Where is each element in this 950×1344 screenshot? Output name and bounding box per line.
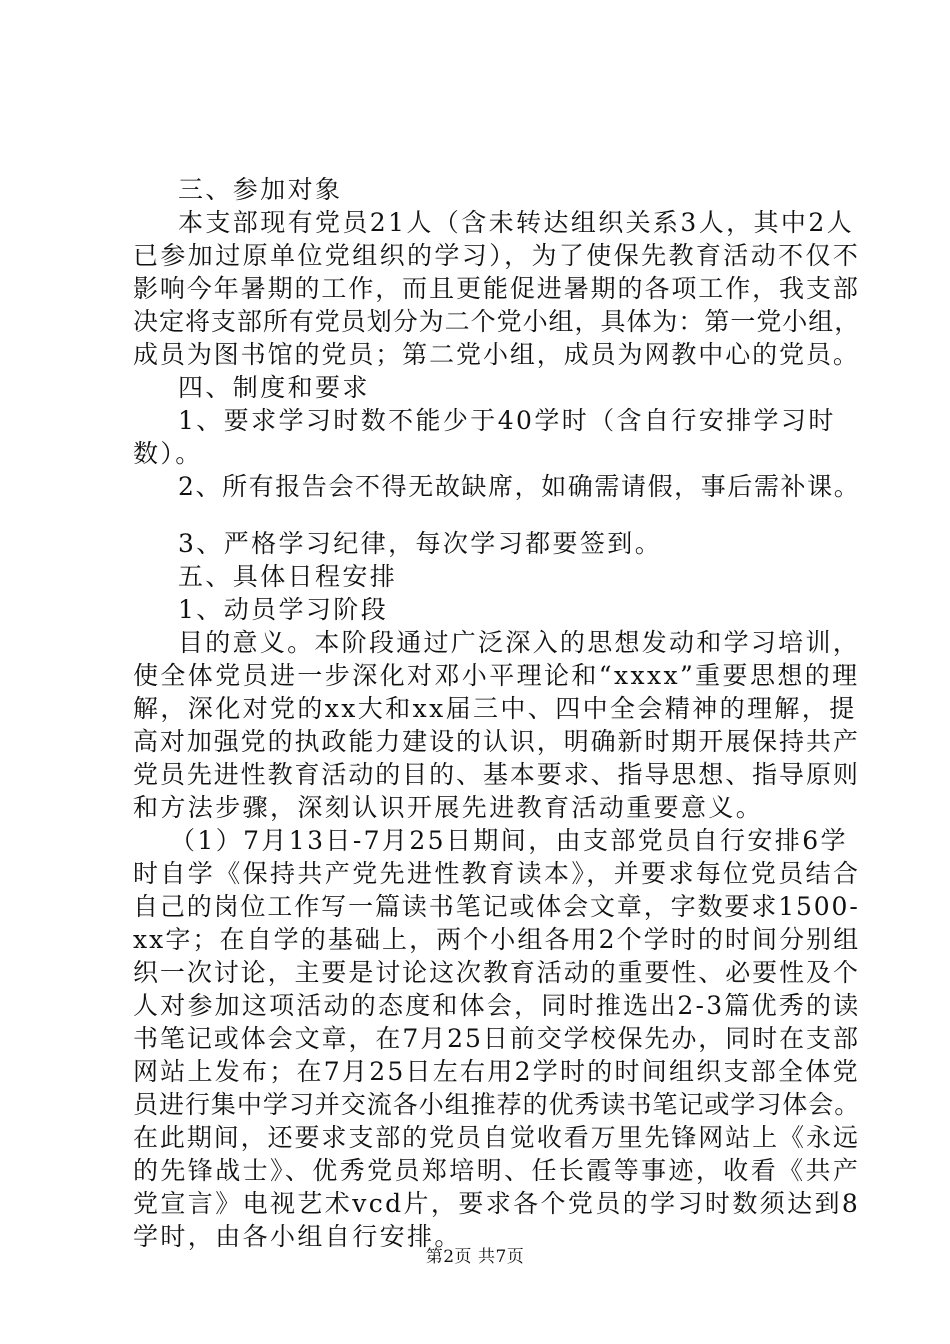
paragraph-line: 网站上发布；在7月25日左右用2学时的时间组织支部全体党 xyxy=(133,1057,860,1086)
paragraph-line: xx字；在自学的基础上，两个小组各用2个学时的时间分别组 xyxy=(133,925,861,954)
paragraph-line: 2、所有报告会不得无故缺席，如确需请假，事后需补课。 xyxy=(178,472,861,501)
page-number-footer: 第2页 共7页 xyxy=(425,1247,525,1267)
paragraph-line: 使全体党员进一步深化对邓小平理论和“xxxx”重要思想的理 xyxy=(133,661,860,690)
paragraph-line: 决定将支部所有党员划分为二个党小组，具体为：第一党小组， xyxy=(133,307,861,336)
section-heading-participants: 三、参加对象 xyxy=(178,175,343,204)
paragraph-line: 的先锋战士》、优秀党员郑培明、任长霞等事迹，收看《共产 xyxy=(133,1156,861,1185)
paragraph-line: 员进行集中学习并交流各小组推荐的优秀读书笔记或学习体会。 xyxy=(133,1090,861,1119)
paragraph-line: 本支部现有党员21人（含未转达组织关系3人，其中2人 xyxy=(178,208,855,237)
paragraph-line: 党员先进性教育活动的目的、基本要求、指导思想、指导原则 xyxy=(133,760,860,789)
paragraph-line: 时自学《保持共产党先进性教育读本》，并要求每位党员结合 xyxy=(133,859,861,888)
subsection-heading: 1、动员学习阶段 xyxy=(178,595,389,624)
paragraph-line: 在此期间，还要求支部的党员自觉收看万里先锋网站上《永远 xyxy=(133,1123,860,1152)
paragraph-line: 已参加过原单位党组织的学习），为了使保先教育活动不仅不 xyxy=(133,241,861,270)
section-heading-rules: 四、制度和要求 xyxy=(178,373,370,402)
paragraph-line: 3、严格学习纪律，每次学习都要签到。 xyxy=(178,529,663,558)
paragraph-line: 自己的岗位工作写一篇读书笔记或体会文章，字数要求1500- xyxy=(133,892,860,921)
paragraph-line: 影响今年暑期的工作，而且更能促进暑期的各项工作，我支部 xyxy=(133,274,860,303)
paragraph-line: 和方法步骤，深刻认识开展先进教育活动重要意义。 xyxy=(133,793,764,822)
paragraph-line: 成员为图书馆的党员；第二党小组，成员为网教中心的党员。 xyxy=(133,340,860,369)
paragraph-line: 数）。 xyxy=(133,439,203,468)
paragraph-line: 学时，由各小组自行安排。 xyxy=(133,1222,462,1251)
section-heading-schedule: 五、具体日程安排 xyxy=(178,562,398,591)
paragraph-line: 解，深化对党的xx大和xx届三中、四中全会精神的理解，提 xyxy=(133,694,857,723)
paragraph-line: 党宣言》电视艺术vcd片，要求各个党员的学习时数须达到8 xyxy=(133,1189,861,1218)
paragraph-line: 高对加强党的执政能力建设的认识，明确新时期开展保持共产 xyxy=(133,727,860,756)
paragraph-line: 1、要求学习时数不能少于40学时（含自行安排学习时 xyxy=(178,406,836,435)
paragraph-line: 书笔记或体会文章，在7月25日前交学校保先办，同时在支部 xyxy=(133,1024,860,1053)
paragraph-line: 织一次讨论，主要是讨论这次教育活动的重要性、必要性及个 xyxy=(133,958,860,987)
paragraph-line: 目的意义。本阶段通过广泛深入的思想发动和学习培训， xyxy=(178,628,861,657)
paragraph-line: （1）7月13日-7月25日期间，由支部党员自行安排6学 xyxy=(170,826,848,855)
paragraph-line: 人对参加这项活动的态度和体会，同时推选出2-3篇优秀的读 xyxy=(133,991,861,1020)
